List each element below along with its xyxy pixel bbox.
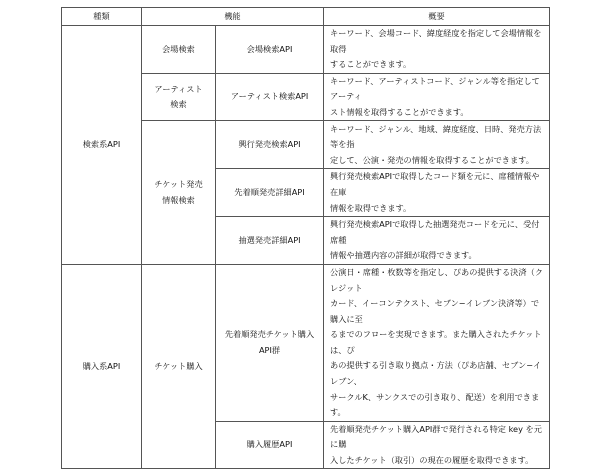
header-type: 種類	[62, 8, 142, 26]
header-function: 機能	[142, 8, 324, 26]
api-description: キーワード、アーティストコード、ジャンル等を指定してアーティ スト情報を取得することができます。	[324, 73, 550, 121]
api-description: 興行発売検索APIで取得したコード類を元に、席種情報や在庫 情報を取得できます。	[324, 169, 550, 217]
category-artist-search: アーティスト 検索	[142, 73, 216, 121]
api-name: 抽選発売詳細API	[216, 217, 324, 265]
header-summary: 概要	[324, 8, 550, 26]
api-name: 購入履歴API	[216, 421, 324, 469]
api-name: 興行発売検索API	[216, 121, 324, 169]
header-row	[62, 8, 550, 26]
category-venue-search: 会場検索	[142, 26, 216, 74]
api-description: キーワード、ジャンル、地域、緯度経度、日時、発売方法等を指 定して、公演・発売の情報を取得することができます。	[324, 121, 550, 169]
table-row	[62, 264, 550, 421]
api-name: 会場検索API	[216, 26, 324, 74]
group-search: 検索系API	[62, 26, 142, 265]
category-ticket-info-search: チケット発売 情報検索	[142, 121, 216, 264]
api-description: 興行発売検索APIで取得した抽選発売コードを元に、受付席種 情報や抽選内容の詳細が取得できます。	[324, 217, 550, 265]
table-row	[62, 26, 550, 74]
api-description: キーワード、会場コード、緯度経度を指定して会場情報を取得 することができます。	[324, 26, 550, 74]
api-description: 公演日・席種・枚数等を指定し、ぴあの提供する決済（クレジット カード、イーコンテクスト、セブン−イレブン決済等）で購入に至 るまでのフローを実現できます。また購入されたチケットは、ぴ あの提供する引き取り拠点・方法（ぴあ店舗、セブン−イレブン、 サークルK、サンクスでの引き取り、配送）を利用できます。	[324, 264, 550, 421]
api-description: 先着順発売チケット購入API群で発行される特定 key を元に購 入したチケット（取引）の現在の履歴を取得できます。	[324, 421, 550, 469]
api-name: 先着順発売チケット購入 API群	[216, 264, 324, 421]
category-ticket-purchase: チケット購入	[142, 264, 216, 469]
api-name: 先着順発売詳細API	[216, 169, 324, 217]
api-name: アーティスト検索API	[216, 73, 324, 121]
group-purchase: 購入系API	[62, 264, 142, 469]
